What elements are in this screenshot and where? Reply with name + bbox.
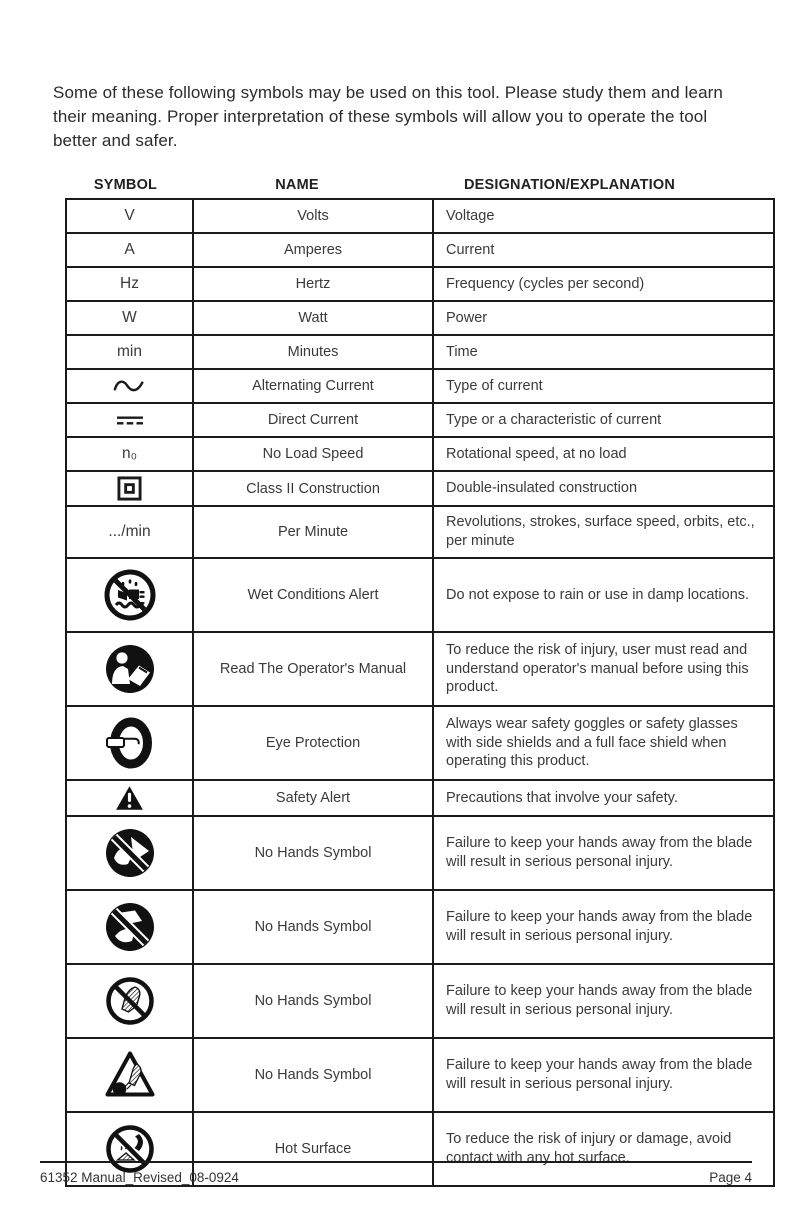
class-ii-construction-icon [71,476,188,501]
no-hands-circle-2-icon [71,895,188,959]
symbol-text: W [122,309,137,327]
explanation-cell: To reduce the risk of injury or damage, avoid contact with any hot surface. [433,1112,774,1186]
safety-alert-icon [71,785,188,811]
table-row [66,369,774,403]
name-cell: No Hands Symbol [193,890,433,964]
table-row [66,267,774,301]
page-footer [40,1161,752,1185]
name-cell: Alternating Current [193,369,433,403]
symbol-cell [66,437,193,471]
explanation-cell: Failure to keep your hands away from the blade will result in serious personal injury. [433,816,774,890]
no-hands-circle-icon [71,821,188,885]
name-cell: Hot Surface [193,1112,433,1186]
symbol-cell [66,890,193,964]
name-cell: Hertz [193,267,433,301]
name-cell: Safety Alert [193,780,433,816]
explanation-cell: To reduce the risk of injury, user must read and understand operator's manual before using this product. [433,632,774,706]
alternating-current-icon [71,378,188,395]
symbol-text: .../min [108,523,151,541]
footer-document-id: 61352 Manual_Revised_08-0924 [40,1170,239,1185]
explanation-cell: Do not expose to rain or use in damp locations. [433,558,774,632]
explanation-cell: Failure to keep your hands away from the blade will result in serious personal injury. [433,890,774,964]
table-row [66,1038,774,1112]
explanation-cell: Voltage [433,199,774,233]
table-row [66,199,774,233]
symbol-cell [66,199,193,233]
name-cell: Watt [193,301,433,335]
explanation-cell: Failure to keep your hands away from the blade will result in serious personal injury. [433,1038,774,1112]
header-name: NAME [275,177,319,194]
symbol-cell [66,964,193,1038]
symbol-cell [66,558,193,632]
table-row [66,437,774,471]
explanation-cell: Frequency (cycles per second) [433,267,774,301]
table-row [66,780,774,816]
symbol-cell [66,1038,193,1112]
name-cell: Minutes [193,335,433,369]
explanation-cell: Double-insulated construction [433,471,774,506]
no-hands-triangle-icon [71,1043,188,1107]
explanation-cell: Failure to keep your hands away from the blade will result in serious personal injury. [433,964,774,1038]
direct-current-icon [71,414,188,427]
explanation-cell: Time [433,335,774,369]
explanation-cell: Rotational speed, at no load [433,437,774,471]
symbol-cell [66,706,193,780]
table-row [66,558,774,632]
table-row [66,335,774,369]
symbol-table-body [66,199,774,1186]
eye-protection-icon [71,711,188,775]
symbol-cell [66,403,193,437]
symbol-text: min [117,343,142,361]
explanation-cell: Precautions that involve your safety. [433,780,774,816]
name-cell: Volts [193,199,433,233]
symbol-cell [66,301,193,335]
table-row [66,233,774,267]
table-row [66,471,774,506]
name-cell: Direct Current [193,403,433,437]
symbol-table-section [65,177,755,1187]
explanation-cell: Type of current [433,369,774,403]
name-cell: No Load Speed [193,437,433,471]
table-row [66,964,774,1038]
symbol-cell [66,632,193,706]
symbol-table-header [65,177,731,193]
no-hands-circle-3-icon [71,969,188,1033]
table-row [66,301,774,335]
name-cell: No Hands Symbol [193,1038,433,1112]
header-designation: DESIGNATION/EXPLANATION [463,177,676,194]
name-cell: Wet Conditions Alert [193,558,433,632]
name-cell: No Hands Symbol [193,816,433,890]
symbol-text: n₀ [121,445,138,463]
symbol-cell [66,267,193,301]
explanation-cell: Type or a characteristic of current [433,403,774,437]
table-row [66,506,774,558]
name-cell: Read The Operator's Manual [193,632,433,706]
table-row [66,632,774,706]
symbol-cell [66,780,193,816]
symbol-text: Hz [120,275,139,293]
symbol-text: A [124,241,135,259]
explanation-cell: Always wear safety goggles or safety glasses with side shields and a full face shield when operating this product. [433,706,774,780]
footer-page-number: Page 4 [709,1170,752,1185]
explanation-cell: Power [433,301,774,335]
name-cell: Amperes [193,233,433,267]
symbol-cell [66,369,193,403]
symbol-table [65,198,775,1187]
intro-paragraph: Some of these following symbols may be used on this tool. Please study them and learn their meaning. Proper interpretation of these symbols will allow you to operate the tool better and safer. [53,83,723,151]
symbol-cell [66,335,193,369]
symbol-cell [66,506,193,558]
symbol-text: V [124,207,135,225]
symbol-cell [66,816,193,890]
header-symbol: SYMBOL [93,177,158,194]
symbol-cell [66,471,193,506]
name-cell: Per Minute [193,506,433,558]
wet-conditions-icon [71,563,188,627]
read-manual-icon [71,637,188,701]
table-row [66,890,774,964]
explanation-cell: Revolutions, strokes, surface speed, orbits, etc., per minute [433,506,774,558]
symbol-cell [66,233,193,267]
name-cell: No Hands Symbol [193,964,433,1038]
table-row [66,706,774,780]
name-cell: Eye Protection [193,706,433,780]
table-row [66,403,774,437]
explanation-cell: Current [433,233,774,267]
table-row [66,816,774,890]
name-cell: Class II Construction [193,471,433,506]
